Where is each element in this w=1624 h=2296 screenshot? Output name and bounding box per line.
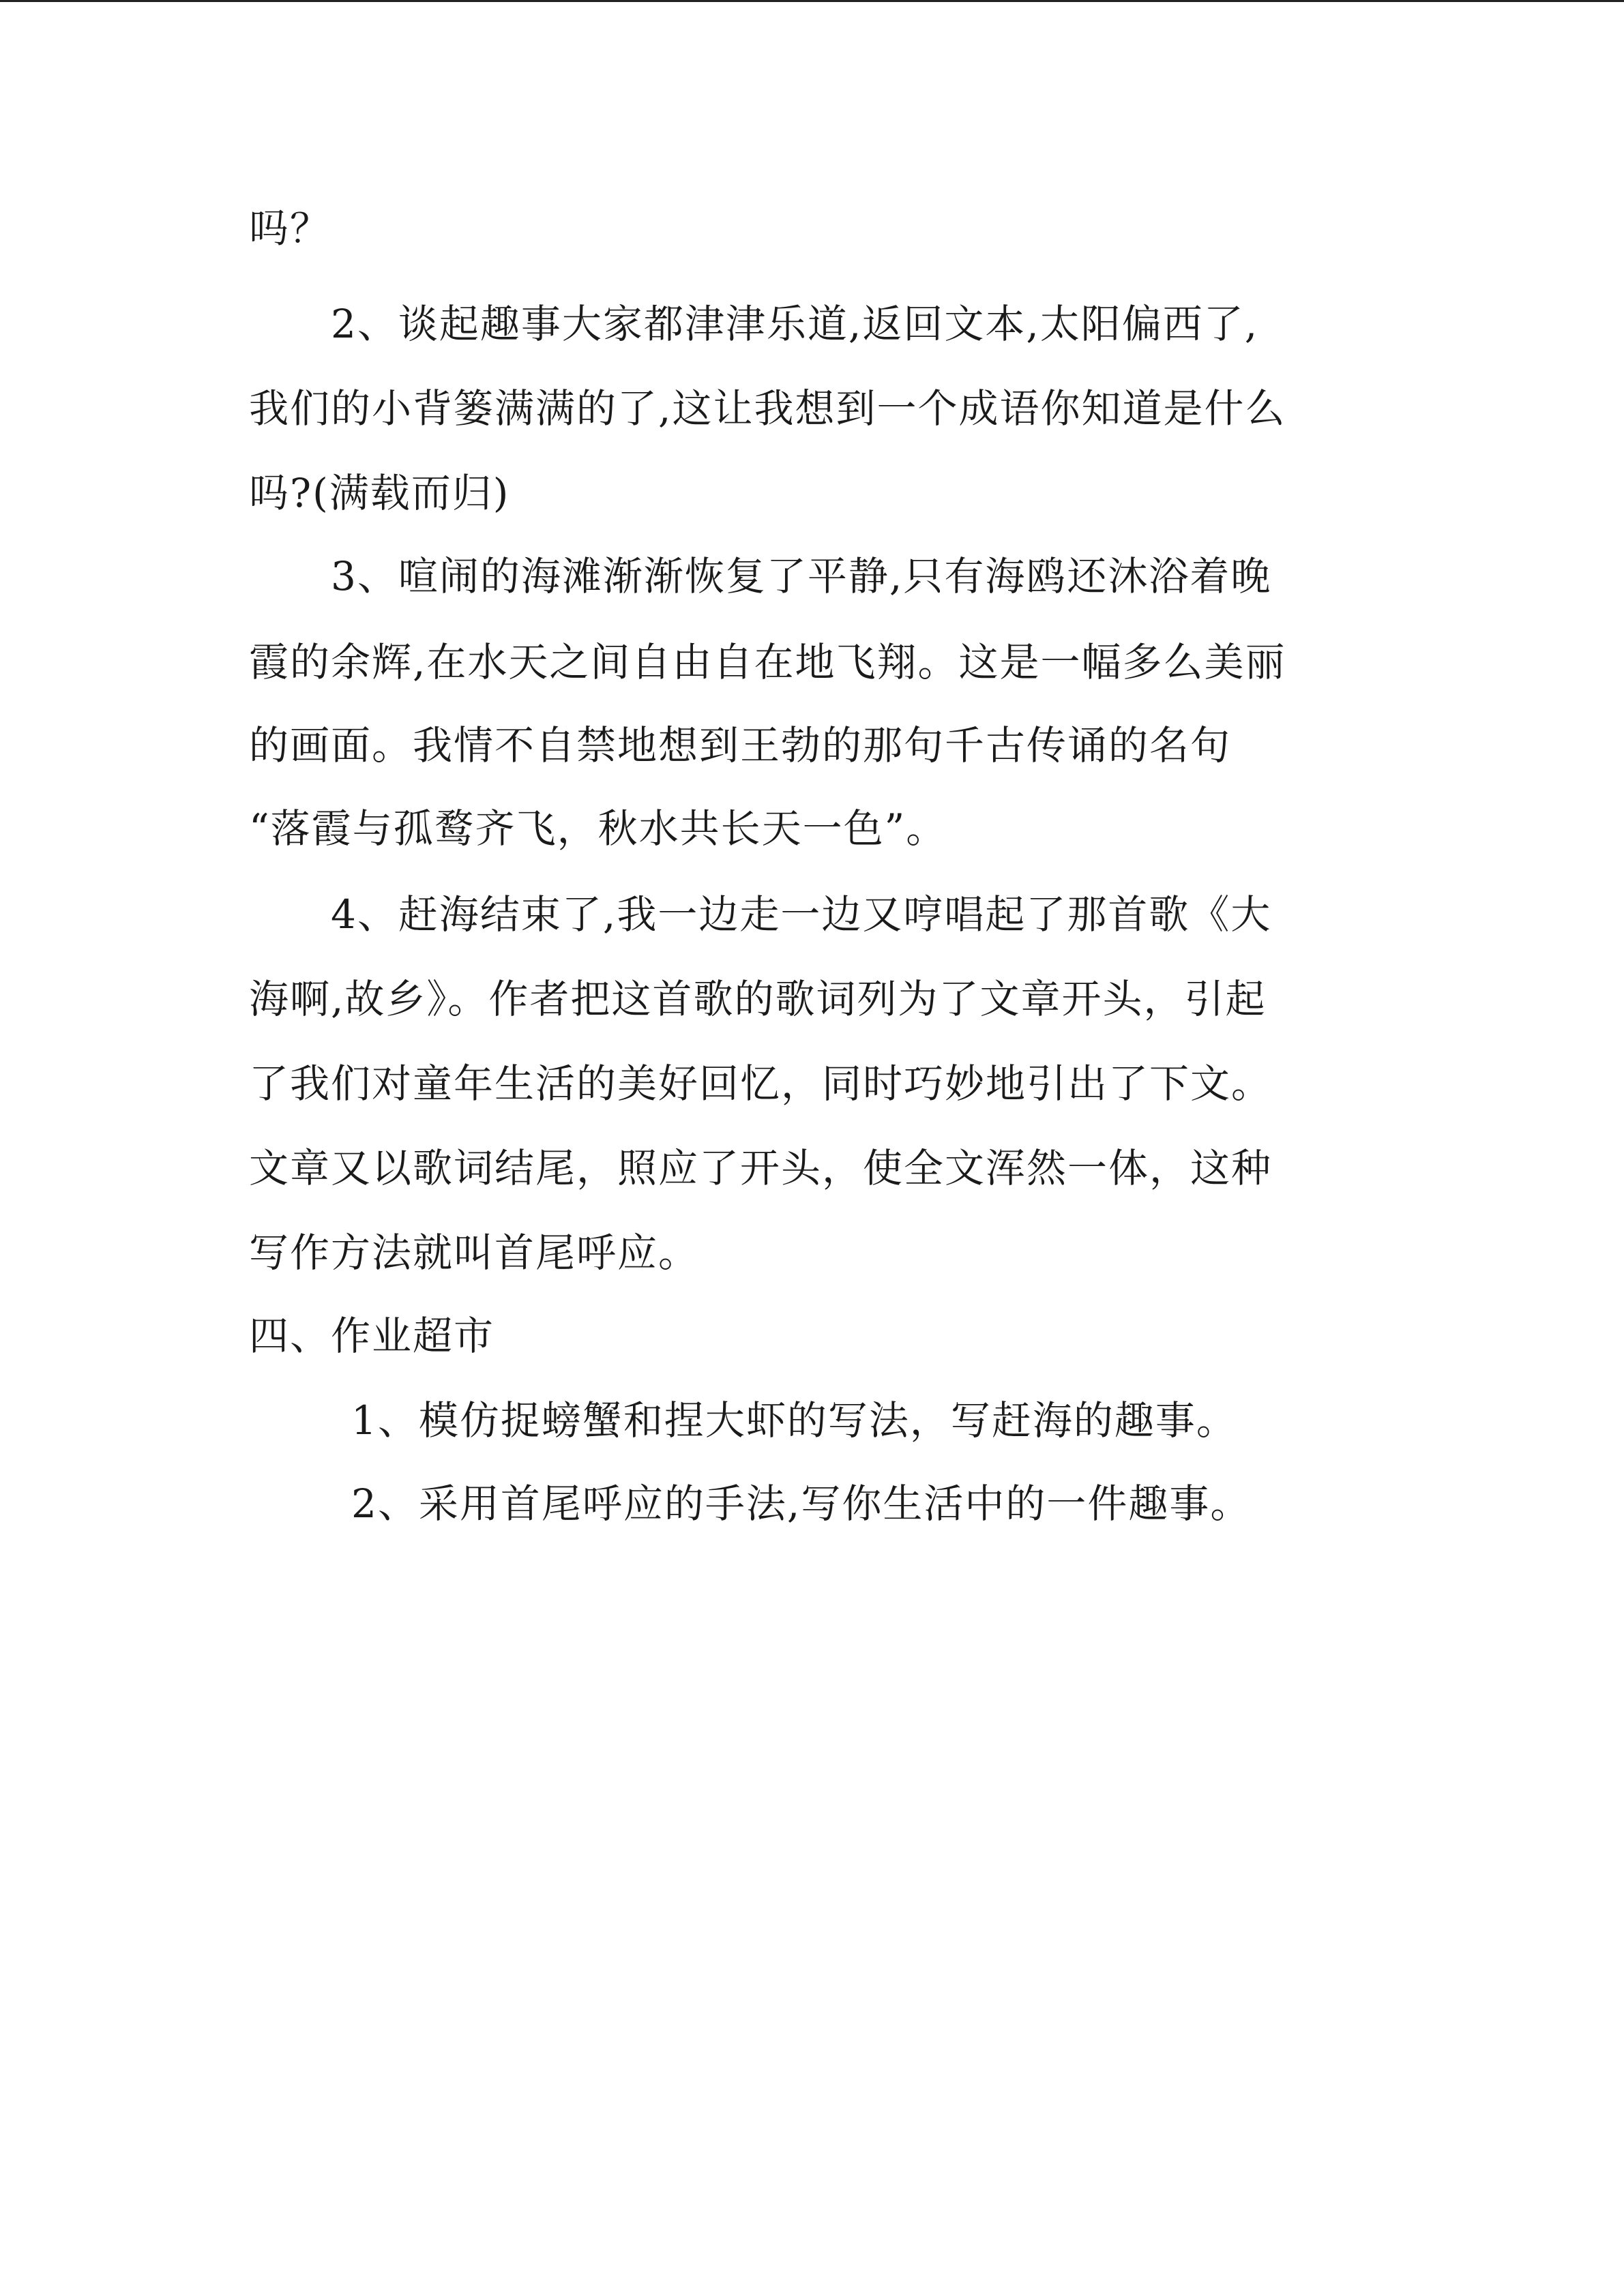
section-heading: 四、作业超市: [249, 1313, 495, 1359]
paragraph-4-line-5: 写作方法就叫首尾呼应。: [249, 1229, 700, 1276]
page-top-border: [0, 0, 1624, 2]
homework-item-1: 1、模仿捉螃蟹和捏大虾的写法，写赶海的趣事。: [351, 1397, 1237, 1444]
paragraph-3-line-3: 的画面。我情不自禁地想到王勃的那句千古传诵的名句: [249, 722, 1232, 769]
paragraph-3-line-1: 3、喧闹的海滩渐渐恢复了平静,只有海鸥还沐浴着晚: [331, 553, 1272, 599]
paragraph-3-line-2: 霞的余辉,在水天之间自由自在地飞翔。这是一幅多么美丽: [249, 639, 1286, 685]
paragraph-2-line-1: 2、谈起趣事大家都津津乐道,返回文本,太阳偏西了,: [331, 301, 1259, 347]
homework-item-2: 2、采用首尾呼应的手法,写你生活中的一件趣事。: [351, 1480, 1252, 1527]
paragraph-3-line-4: “落霞与孤鹜齐飞，秋水共长天一色”。: [249, 805, 947, 852]
paragraph-4-line-3: 了我们对童年生活的美好回忆，同时巧妙地引出了下文。: [249, 1060, 1273, 1107]
paragraph-2-line-2: 我们的小背篓满满的了,这让我想到一个成语你知道是什么: [249, 385, 1286, 432]
paragraph-4-line-1: 4、赶海结束了,我一边走一边又哼唱起了那首歌《大: [331, 891, 1272, 938]
paragraph-2-line-3: 吗?(满载而归): [249, 470, 510, 516]
text-line: 吗？: [249, 205, 331, 252]
paragraph-4-line-4: 文章又以歌词结尾，照应了开头，使全文浑然一体，这种: [249, 1145, 1273, 1191]
paragraph-4-line-2: 海啊,故乡》。作者把这首歌的歌词列为了文章开头，引起: [249, 976, 1267, 1022]
